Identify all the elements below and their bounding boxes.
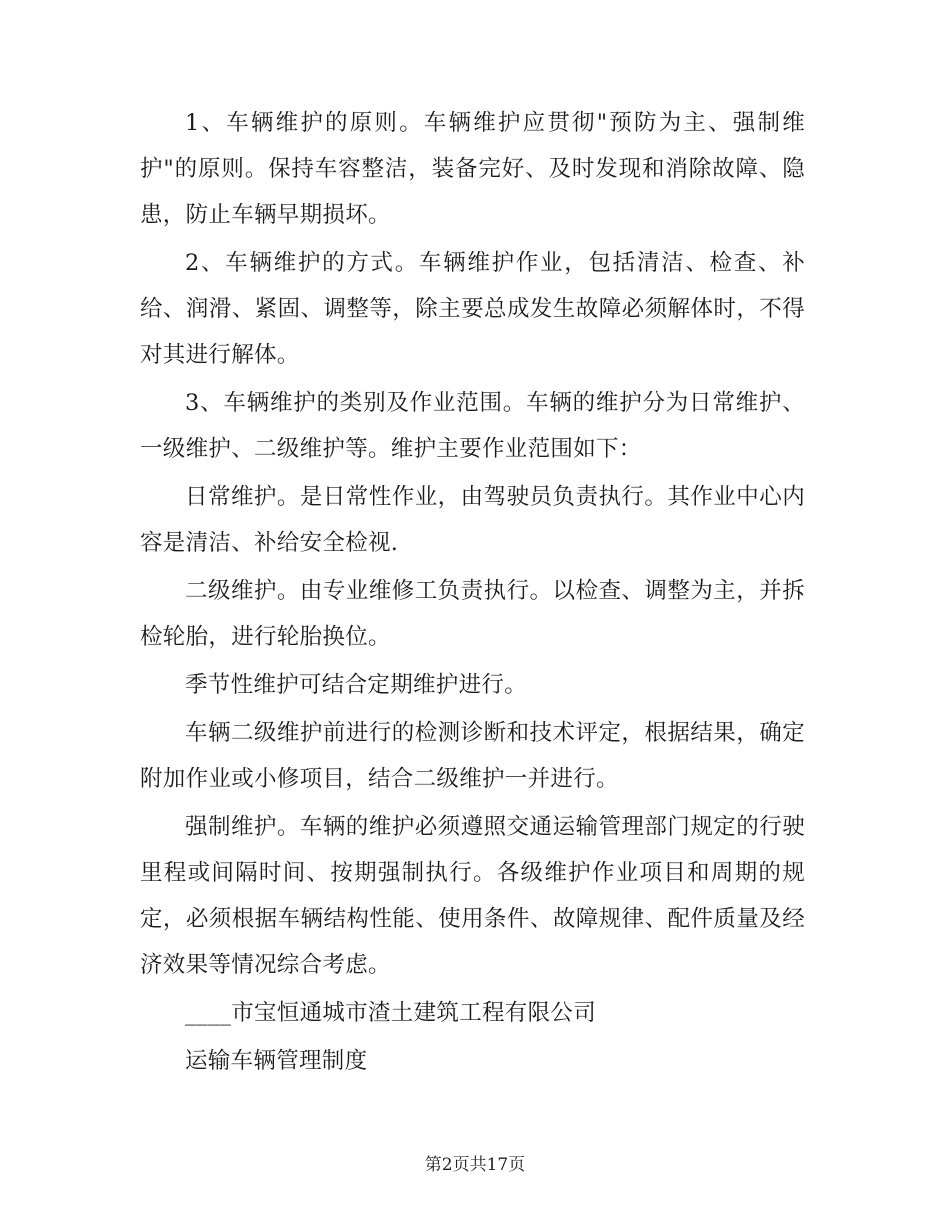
paragraph-mandatory-maintenance: 强制维护。车辆的维护必须遵照交通运输管理部门规定的行驶里程或间隔时间、按期强制执行。各级维护作业项目和周期的规定，必须根据车辆结构性能、使用条件、故障规律、配件质量及经济效果等情况综合考虑。 (140, 814, 805, 978)
paragraph-maintenance-principle: 1、车辆维护的原则。车辆维护应贯彻"预防为主、强制维护"的原则。保持车容整洁，装备完好、及时发现和消除故障、隐患，防止车辆早期损坏。 (140, 110, 805, 228)
paragraph-section-title: 运输车辆管理制度 (185, 1048, 368, 1074)
paragraph-maintenance-method: 2、车辆维护的方式。车辆维护作业，包括清洁、检查、补给、润滑、紧固、调整等，除主要总成发生故障必须解体时，不得对其进行解体。 (140, 250, 805, 368)
paragraph-seasonal-maintenance: 季节性维护可结合定期维护进行。 (185, 672, 528, 698)
document-body (140, 100, 805, 1084)
paragraph-company-name: ____市宝恒通城市渣土建筑工程有限公司 (185, 1000, 597, 1026)
paragraph-daily-maintenance: 日常维护。是日常性作业，由驾驶员负责执行。其作业中心内容是清洁、补给安全检视. (140, 484, 805, 556)
paragraph-maintenance-categories: 3、车辆维护的类别及作业范围。车辆的维护分为日常维护、一级维护、二级维护等。维护主要作业范围如下： (140, 390, 805, 462)
paragraph-level2-maintenance: 二级维护。由专业维修工负责执行。以检查、调整为主，并拆检轮胎，进行轮胎换位。 (140, 578, 805, 650)
page-number: 第2页共17页 (424, 1155, 526, 1175)
paragraph-level2-inspection: 车辆二级维护前进行的检测诊断和技术评定，根据结果，确定附加作业或小修项目，结合二级维护一并进行。 (140, 720, 805, 792)
